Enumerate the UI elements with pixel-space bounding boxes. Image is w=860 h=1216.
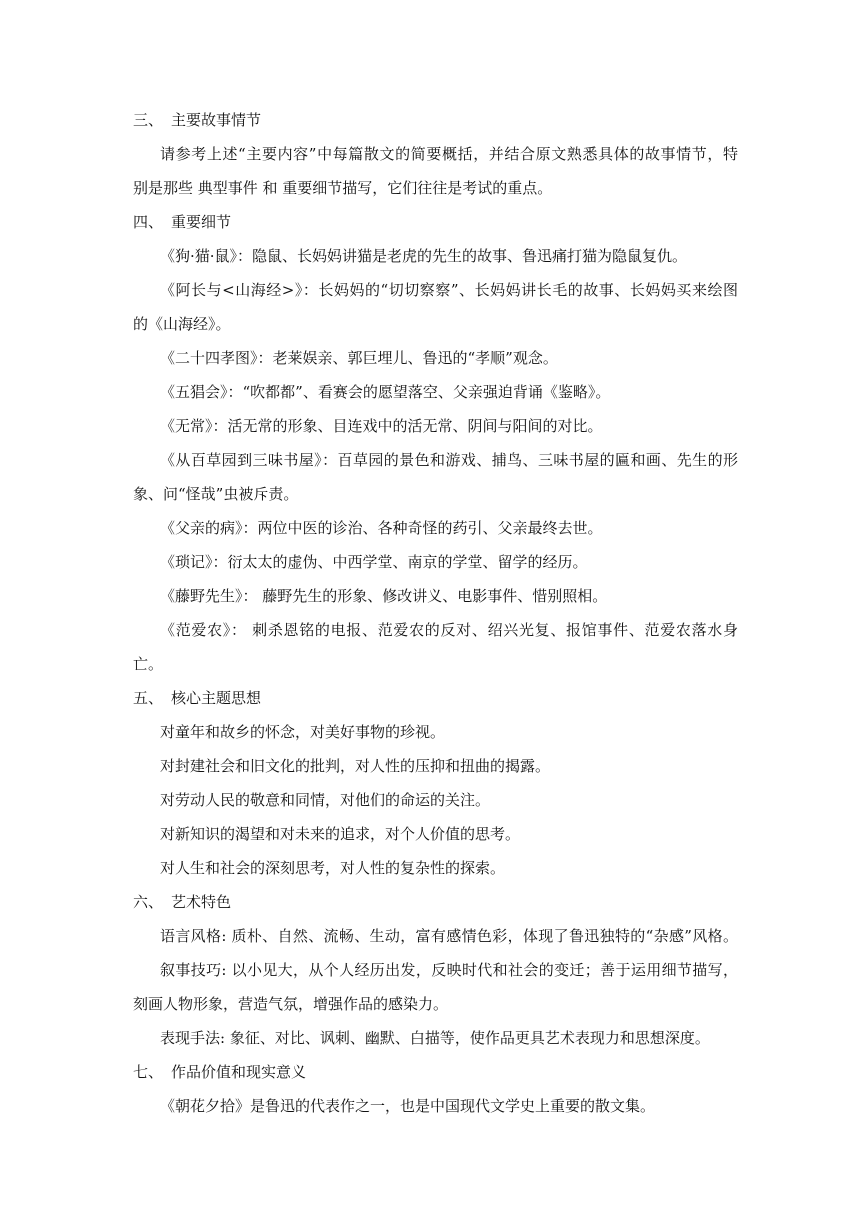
section-heading-7 [133, 1062, 738, 1082]
section-heading-5 [133, 688, 738, 708]
theme-item: 对劳动人民的敬意和同情，对他们的命运的关注。 [160, 791, 491, 809]
detail-item-continued: 象、问“怪哉”虫被斥责。 [133, 485, 299, 503]
detail-item-continued: 的《山海经》。 [133, 315, 231, 333]
detail-item: 《二十四孝图》：老莱娱亲、郭巨埋儿、鲁迅的“孝顺”观念。 [160, 349, 558, 367]
detail-item: 《父亲的病》：两位中医的诊治、各种奇怪的药引、父亲最终去世。 [160, 519, 603, 537]
section-number: 七、 [133, 1063, 164, 1081]
paragraph-line: 请参考上述“主要内容”中每篇散文的简要概括，并结合原文熟悉具体的故事情节，特 [160, 145, 738, 163]
theme-item: 对封建社会和旧文化的批判，对人性的压抑和扭曲的揭露。 [160, 757, 551, 775]
section-number: 三、 [133, 111, 164, 129]
section-heading-3 [133, 110, 738, 130]
value-item: 《朝花夕拾》是鲁迅的代表作之一，也是中国现代文学史上重要的散文集。 [160, 1097, 656, 1115]
art-feature-item: 叙事技巧: 以小见大，从个人经历出发，反映时代和社会的变迁；善于运用细节描写， [160, 961, 738, 979]
section-heading-6 [133, 892, 738, 912]
section-number: 五、 [133, 689, 164, 707]
art-feature-item: 表现手法: 象征、对比、讽刺、幽默、白描等，使作品更具艺术表现力和思想深度。 [160, 1029, 710, 1047]
section-heading-4 [133, 212, 738, 232]
section-number: 四、 [133, 213, 164, 231]
art-feature-item-continued: 刻画人物形象，营造气氛，增强作品的感染力。 [133, 995, 449, 1013]
theme-item: 对童年和故乡的怀念，对美好事物的珍视。 [160, 723, 446, 741]
section-title: 作品价值和现实意义 [171, 1063, 307, 1081]
detail-item: 《从百草园到三味书屋》：百草园的景色和游戏、捕鸟、三味书屋的匾和画、先生的形 [160, 451, 738, 469]
theme-item: 对新知识的渴望和对未来的追求，对个人价值的思考。 [160, 825, 521, 843]
detail-item: 《琐记》：衍太太的虚伪、中西学堂、南京的学堂、留学的经历。 [160, 553, 588, 571]
theme-item: 对人生和社会的深刻思考，对人性的复杂性的探索。 [160, 859, 506, 877]
section-title: 重要细节 [171, 213, 232, 231]
section-title: 核心主题思想 [171, 689, 262, 707]
detail-item: 《阿长与<山海经>》：长妈妈的“切切察察”、长妈妈讲长毛的故事、长妈妈买来绘图 [160, 281, 738, 299]
section-number: 六、 [133, 893, 164, 911]
section-title: 主要故事情节 [171, 111, 262, 129]
detail-item: 《范爱农》： 刺杀恩铭的电报、范爱农的反对、绍兴光复、报馆事件、范爱农落水身 [160, 621, 738, 639]
detail-item: 《藤野先生》： 藤野先生的形象、修改讲义、电影事件、惜别照相。 [160, 587, 608, 605]
detail-item: 《狗·猫·鼠》：隐鼠、长妈妈讲猫是老虎的先生的故事、鲁迅痛打猫为隐鼠复仇。 [160, 247, 688, 265]
detail-item: 《五猖会》：“吹都都”、看赛会的愿望落空、父亲强迫背诵《鉴略》。 [160, 383, 611, 401]
section-title: 艺术特色 [171, 893, 232, 911]
paragraph-line: 别是那些 典型事件 和 重要细节描写，它们往往是考试的重点。 [133, 179, 553, 197]
detail-item-continued: 亡。 [133, 655, 164, 673]
detail-item: 《无常》：活无常的形象、目连戏中的活无常、阴间与阳间的对比。 [160, 417, 603, 435]
art-feature-item: 语言风格: 质朴、自然、流畅、生动，富有感情色彩，体现了鲁迅独特的“杂感”风格。 [160, 927, 738, 945]
